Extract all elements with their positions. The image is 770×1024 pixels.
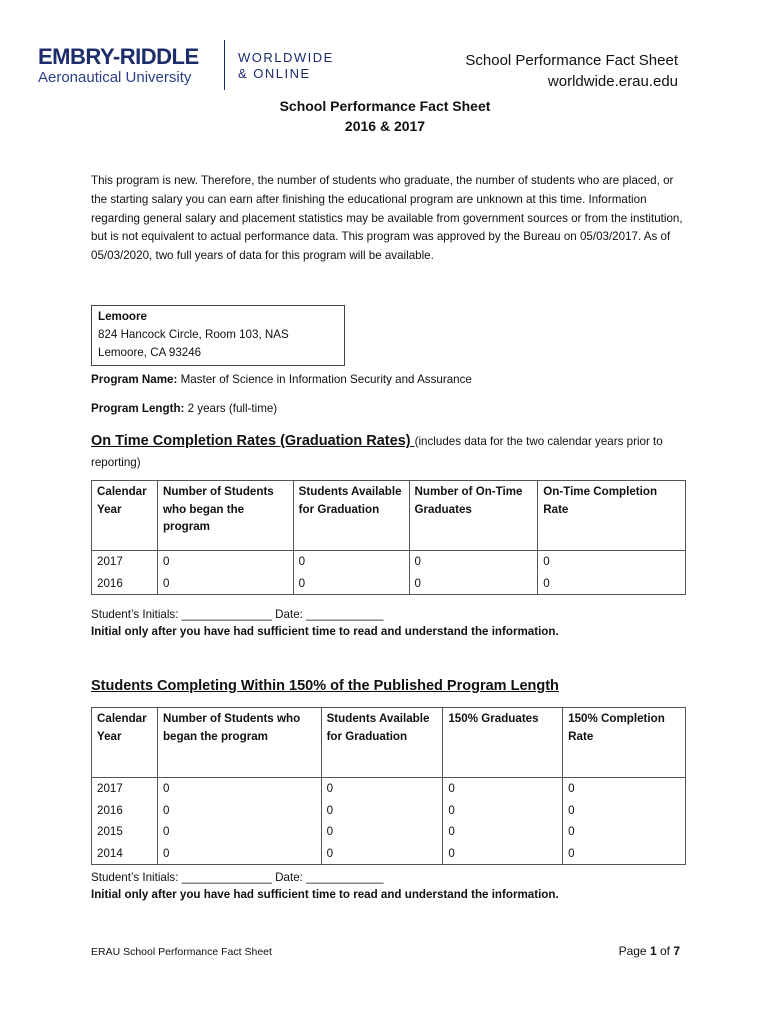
logo-ww-line2: & ONLINE (238, 66, 311, 81)
header-website: worldwide.erau.edu (547, 73, 678, 90)
initials-note: Initial only after you have had sufficient time to read and understand the information. (91, 888, 559, 901)
logo-ww-line1: WORLDWIDE (238, 50, 334, 65)
document-title (0, 96, 770, 136)
completion-table (91, 480, 686, 595)
title-line1: School Performance Fact Sheet (279, 98, 491, 114)
table-row (92, 800, 686, 822)
logo-line2: Aeronautical University (38, 69, 192, 86)
col-header: Number of On-Time Graduates (409, 481, 538, 551)
page-number (619, 944, 680, 958)
program-name-value: Master of Science in Information Security and Assurance (177, 373, 472, 386)
table-cell: 0 (443, 821, 563, 843)
address-line1: 824 Hancock Circle, Room 103, NAS (98, 328, 289, 341)
table-cell: 0 (157, 778, 321, 800)
address-line2: Lemoore, CA 93246 (98, 346, 202, 359)
col-header: 150% Completion Rate (563, 708, 686, 778)
address-box (91, 305, 345, 366)
table-cell: 0 (321, 843, 443, 865)
section2-heading (91, 676, 691, 696)
col-header: Number of Students who began the program (157, 708, 321, 778)
table-cell: 0 (157, 800, 321, 822)
program-length (91, 401, 277, 417)
table-row (92, 821, 686, 843)
table-cell: 0 (538, 551, 686, 573)
table-cell: 0 (443, 800, 563, 822)
table-cell: 0 (157, 843, 321, 865)
erau-logo (38, 46, 199, 87)
table-cell: 0 (293, 573, 409, 595)
section1-title: On Time Completion Rates (Graduation Rates) (91, 433, 415, 449)
table-cell: 2017 (92, 551, 158, 573)
page-of: of (656, 944, 674, 958)
table-cell: 2017 (92, 778, 158, 800)
header-right (465, 50, 678, 92)
table-cell: 2015 (92, 821, 158, 843)
program-name (91, 372, 472, 388)
table-cell: 0 (563, 821, 686, 843)
logo-line1: EMBRY-RIDDLE (38, 44, 199, 69)
initials-date-line[interactable]: Student’s Initials: ______________ Date: ____________ (91, 871, 384, 884)
logo-divider (224, 40, 225, 90)
table-cell: 2016 (92, 800, 158, 822)
col-header: On-Time Completion Rate (538, 481, 686, 551)
table-cell: 0 (321, 821, 443, 843)
initials-note: Initial only after you have had sufficient time to read and understand the information. (91, 625, 559, 638)
col-header: Students Available for Graduation (321, 708, 443, 778)
intro-paragraph: This program is new. Therefore, the number of students who graduate, the number of students who are placed, or the starting salary you can earn after finishing the educational program are unknown at this time. Information regarding general salary and placement statistics may be available from government sources or from the institution, but is not equivalent to actual performance data. This program was approved by the Bureau on 05/03/2017. As of 05/03/2020, two full years of data for this program will be available. (91, 174, 683, 263)
col-header: Students Available for Graduation (293, 481, 409, 551)
worldwide-logo (238, 50, 334, 82)
table-row (92, 573, 686, 595)
page-current: 1 (649, 944, 657, 958)
header-doc-name: School Performance Fact Sheet (465, 52, 678, 69)
table-cell: 0 (321, 778, 443, 800)
col-header: 150% Graduates (443, 708, 563, 778)
table-row (92, 843, 686, 865)
table-cell: 0 (443, 843, 563, 865)
table-cell: 0 (563, 800, 686, 822)
completion-150-table (91, 707, 686, 865)
col-header: Number of Students who began the program (157, 481, 293, 551)
program-length-label: Program Length: (91, 402, 185, 415)
page-total: 7 (673, 944, 680, 958)
footer-doc-name: ERAU School Performance Fact Sheet (91, 946, 272, 958)
col-header: Calendar Year (92, 708, 158, 778)
page-prefix: Page (618, 944, 650, 958)
table-cell: 0 (321, 800, 443, 822)
program-length-value: 2 years (full-time) (184, 402, 278, 415)
table-cell: 0 (157, 573, 293, 595)
table-header-row (92, 481, 686, 551)
table-row (92, 778, 686, 800)
table-row (92, 551, 686, 573)
table-header-row (92, 708, 686, 778)
col-header: Calendar Year (92, 481, 158, 551)
table-cell: 0 (409, 573, 538, 595)
section1-heading (91, 431, 691, 473)
table-cell: 0 (563, 843, 686, 865)
signature-block-2 (91, 869, 559, 903)
table-cell: 0 (293, 551, 409, 573)
table-cell: 2016 (92, 573, 158, 595)
table-cell: 0 (563, 778, 686, 800)
table-cell: 0 (409, 551, 538, 573)
program-name-label: Program Name: (91, 373, 178, 386)
table-cell: 0 (538, 573, 686, 595)
table-cell: 0 (443, 778, 563, 800)
table-cell: 0 (157, 821, 321, 843)
section2-title: Students Completing Within 150% of the Published Program Length (91, 678, 559, 694)
section1-subtitle: (includes data for the two calendar years prior to reporting) (91, 435, 663, 469)
title-line2: 2016 & 2017 (344, 118, 426, 134)
table-cell: 0 (157, 551, 293, 573)
signature-block-1 (91, 606, 559, 640)
table-cell: 2014 (92, 843, 158, 865)
initials-date-line[interactable]: Student’s Initials: ______________ Date: ____________ (91, 608, 384, 621)
campus-name: Lemoore (98, 310, 147, 323)
